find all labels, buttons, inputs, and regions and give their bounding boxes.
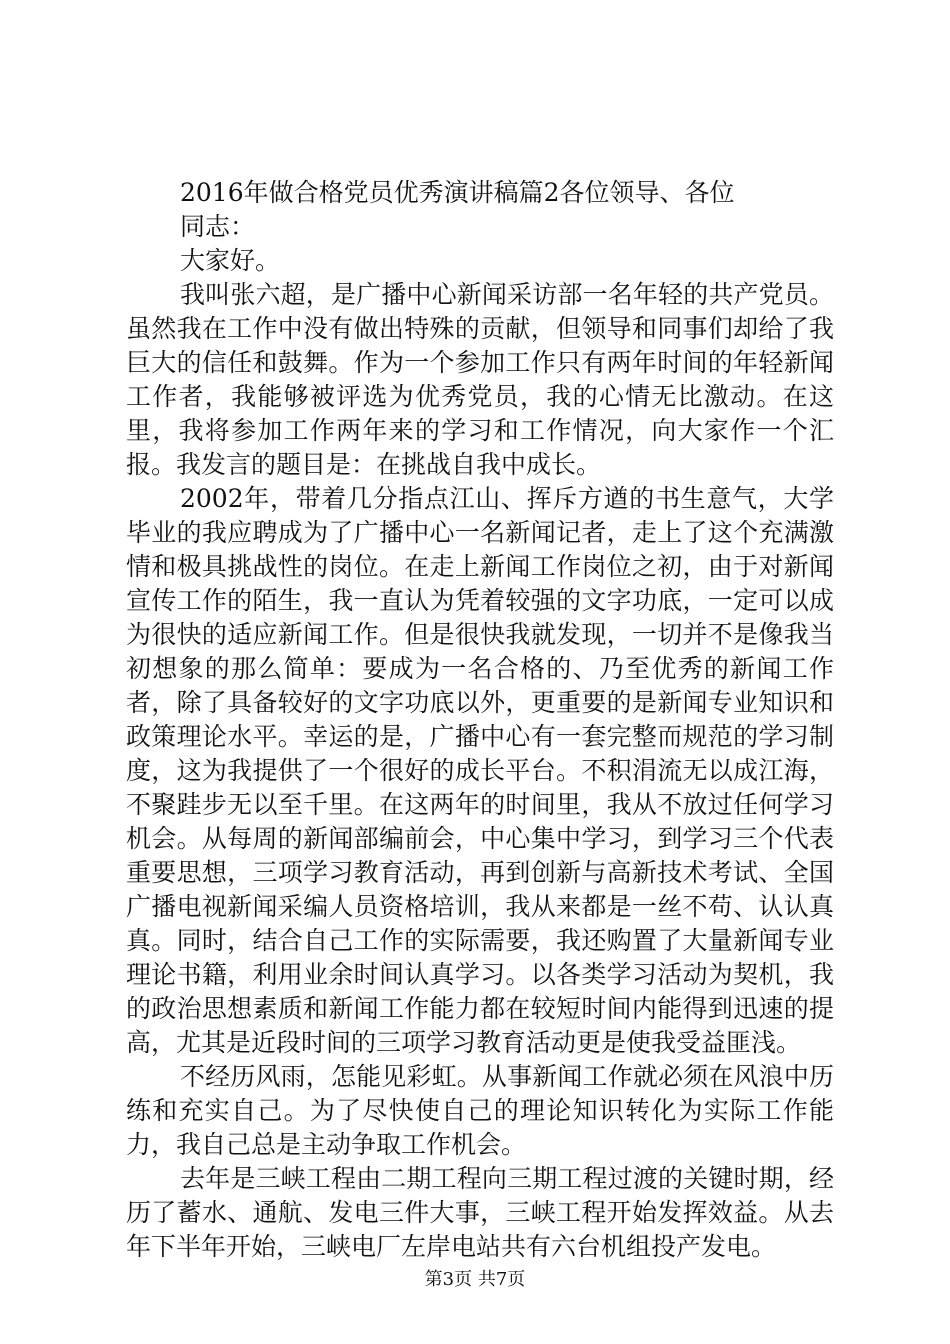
paragraph-learning: 2002年，带着几分指点江山、挥斥方遒的书生意气，大学毕业的我应聘成为了广播中心一名新闻记者，走上了这个充满激情和极具挑战性的岗位。在走上新闻工作岗位之初，由于对新闻宣传工作的陌生，我一直认为凭着较强的文字功底，一定可以成为很快的适应新闻工作。但是很快我就发现，一切并不是像我当初想象的那么简单：要成为一名合格的、乃至优秀的新闻工作者，除了具备较好的文字功底以外，更重要的是新闻专业知识和政策理论水平。幸运的是，广播中心有一套完整而规范的学习制度，这为我提供了一个很好的成长平台。不积涓流无以成江海，不聚跬步无以至千里。在这两年的时间里，我从不放过任何学习机会。从每周的新闻部编前会，中心集中学习，到学习三个代表重要思想，三项学习教育活动，再到创新与高新技术考试、全国广播电视新闻采编人员资格培训，我从来都是一丝不苟、认认真真。同时，结合自己工作的实际需要，我还购置了大量新闻专业理论书籍，利用业余时间认真学习。以各类学习活动为契机，我的政治思想素质和新闻工作能力都在较短时间内能得到迅速的提高，尤其是近段时间的三项学习教育活动更是使我受益匪浅。 [126,484,834,1057]
paragraph-greeting: 大家好。 [180,246,281,275]
paragraph-practice: 不经历风雨，怎能见彩虹。从事新闻工作就必须在风浪中历练和充实自己。为了尽快使自己的理论知识转化为实际工作能力，我自己总是主动争取工作机会。 [126,1062,834,1159]
document-body [126,176,834,1264]
paragraph-introduction: 我叫张六超，是广播中心新闻采访部一名年轻的共产党员。虽然我在工作中没有做出特殊的贡献，但领导和同事们却给了我巨大的信任和鼓舞。作为一个参加工作只有两年时间的年轻新闻工作者，我能够被评选为优秀党员，我的心情无比激动。在这里，我将参加工作两年来的学习和工作情况，向大家作一个汇报。我发言的题目是：在挑战自我中成长。 [126,280,834,479]
paragraph-three-gorges: 去年是三峡工程由二期工程向三期工程过渡的关键时期，经历了蓄水、通航、发电三件大事，三峡工程开始发挥效益。从去年下半年开始，三峡电厂左岸电站共有六台机组投产发电。 [126,1164,834,1261]
page-number-footer: 第3页 共7页 [424,1269,526,1290]
speech-title: 2016年做合格党员优秀演讲稿篇2各位领导、各位同志： [180,178,735,241]
